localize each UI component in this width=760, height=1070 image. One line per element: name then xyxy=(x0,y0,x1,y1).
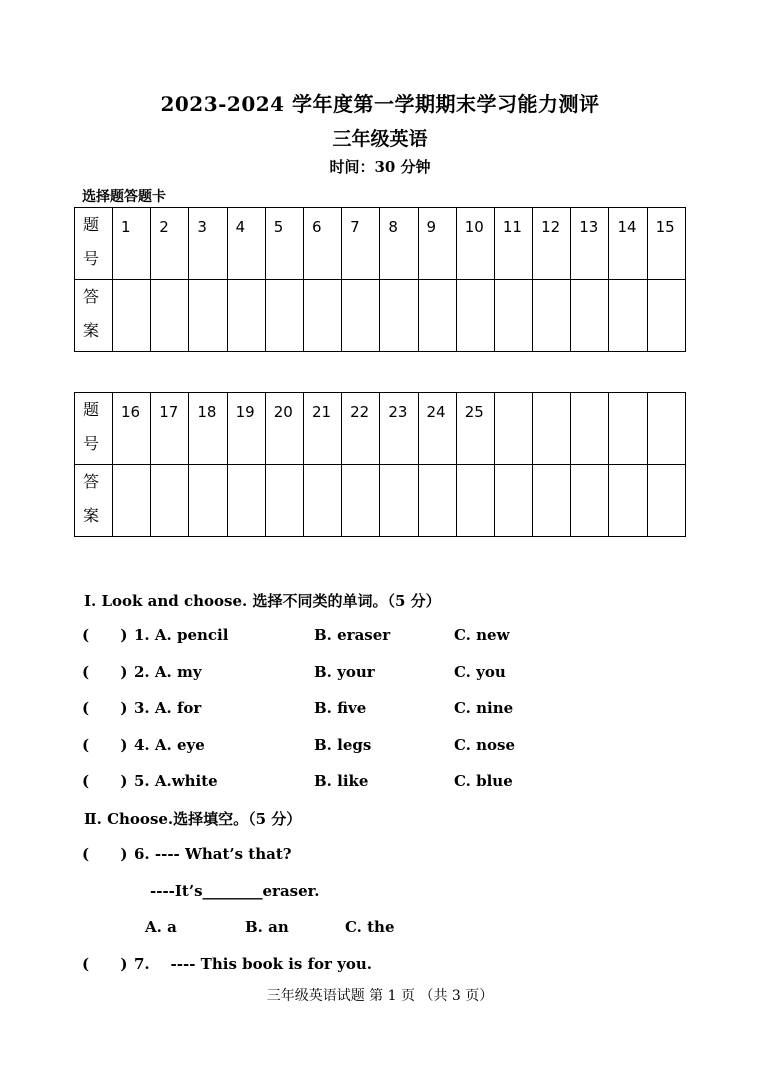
q4-option-c: C. nose xyxy=(454,735,516,754)
question-number-cell: 23 xyxy=(380,393,418,465)
answer-cell[interactable] xyxy=(265,465,303,537)
answer-cell[interactable] xyxy=(380,280,418,352)
question-number-cell: 12 xyxy=(533,208,571,280)
answer-cell[interactable] xyxy=(533,465,571,537)
q6-blank-sentence: ----It’s________eraser. xyxy=(150,882,320,900)
answer-cell[interactable] xyxy=(342,280,380,352)
answer-row xyxy=(75,280,686,352)
q4-option-b: B. legs xyxy=(314,735,372,754)
question-number-cell: 3 xyxy=(189,208,227,280)
q4-answer-bracket[interactable]: ( ) xyxy=(82,735,128,754)
answer-cell[interactable] xyxy=(303,280,341,352)
q5-option-c: C. blue xyxy=(454,772,513,790)
section-2-heading: Ⅱ. Choose.选择填空。（5 分） xyxy=(84,810,302,828)
answer-cell[interactable] xyxy=(380,465,418,537)
question-number-cell: 25 xyxy=(456,393,494,465)
q7-question: 7. ---- This book is for you. xyxy=(134,955,373,973)
q5-answer-bracket[interactable]: ( ) xyxy=(82,772,128,790)
question-number-cell: 5 xyxy=(265,208,303,280)
answer-cell[interactable] xyxy=(113,280,151,352)
question-number-cell xyxy=(533,393,571,465)
q6-option-b: B. an xyxy=(245,918,289,936)
q5-option-b: B. like xyxy=(314,772,369,790)
answer-cell[interactable] xyxy=(456,465,494,537)
question-number-cell: 21 xyxy=(303,393,341,465)
answer-cell[interactable] xyxy=(342,465,380,537)
question-number-cell xyxy=(609,393,647,465)
question-number-cell: 24 xyxy=(418,393,456,465)
answer-cell[interactable] xyxy=(571,465,609,537)
question-number-cell: 18 xyxy=(189,393,227,465)
answer-row xyxy=(75,465,686,537)
q7-bracket[interactable]: ( ) xyxy=(82,955,128,973)
q4-option-a: 4. A. eye xyxy=(134,735,205,754)
answer-cell[interactable] xyxy=(609,465,647,537)
q1-option-b: B. eraser xyxy=(314,626,391,644)
page-subtitle: 三年级英语 xyxy=(332,128,428,150)
answer-cell[interactable] xyxy=(303,465,341,537)
answer-cell[interactable] xyxy=(151,465,189,537)
question-number-cell: 8 xyxy=(380,208,418,280)
answer-cell[interactable] xyxy=(227,280,265,352)
answer-card-table-2 xyxy=(74,392,686,537)
question-number-cell: 17 xyxy=(151,393,189,465)
question-number-cell xyxy=(571,393,609,465)
answer-cell[interactable] xyxy=(533,280,571,352)
row-label-answer: 答案 xyxy=(75,465,113,537)
q3-answer-bracket[interactable]: ( ) xyxy=(82,699,128,717)
question-number-cell xyxy=(647,393,685,465)
answer-cell[interactable] xyxy=(494,280,532,352)
question-number-cell: 1 xyxy=(113,208,151,280)
q3-option-b: B. five xyxy=(314,699,367,717)
answer-cell[interactable] xyxy=(265,280,303,352)
q1-answer-bracket[interactable]: ( ) xyxy=(82,626,128,644)
exam-time: 时间：30 分钟 xyxy=(329,158,431,176)
question-number-cell: 10 xyxy=(456,208,494,280)
question-number-cell: 11 xyxy=(494,208,532,280)
question-number-cell: 15 xyxy=(647,208,685,280)
q6-question: 6. ---- What’s that? xyxy=(134,845,292,863)
question-number-cell: 9 xyxy=(418,208,456,280)
answer-cell[interactable] xyxy=(418,280,456,352)
question-number-cell: 19 xyxy=(227,393,265,465)
q2-option-c: C. you xyxy=(454,662,506,681)
answer-card-table-1 xyxy=(74,207,686,352)
answer-cell[interactable] xyxy=(609,280,647,352)
question-number-cell: 4 xyxy=(227,208,265,280)
question-number-cell: 16 xyxy=(113,393,151,465)
answer-cell[interactable] xyxy=(647,280,685,352)
question-number-row xyxy=(75,393,686,465)
question-number-cell: 7 xyxy=(342,208,380,280)
row-label-number: 题号 xyxy=(75,208,113,280)
question-number-cell: 6 xyxy=(303,208,341,280)
row-label-answer: 答案 xyxy=(75,280,113,352)
q6-bracket[interactable]: ( ) xyxy=(82,845,128,863)
answer-cell[interactable] xyxy=(189,465,227,537)
page-footer: 三年级英语试题 第 1 页 （共 3 页） xyxy=(266,988,494,1004)
section-1-heading: Ⅰ. Look and choose. 选择不同类的单词。（5 分） xyxy=(84,592,441,610)
answer-cell[interactable] xyxy=(647,465,685,537)
question-number-row xyxy=(75,208,686,280)
q2-answer-bracket[interactable]: ( ) xyxy=(82,662,128,681)
page-title: 2023-2024 学年度第一学期期末学习能力测评 xyxy=(160,92,600,116)
row-label-number: 题号 xyxy=(75,393,113,465)
q3-option-a: 3. A. for xyxy=(134,699,202,717)
answer-cell[interactable] xyxy=(189,280,227,352)
q6-option-a: A. a xyxy=(145,918,177,936)
answer-cell[interactable] xyxy=(456,280,494,352)
question-number-cell: 22 xyxy=(342,393,380,465)
answer-cell[interactable] xyxy=(418,465,456,537)
answer-cell[interactable] xyxy=(151,280,189,352)
question-number-cell xyxy=(494,393,532,465)
q1-option-c: C. new xyxy=(454,626,510,644)
question-number-cell: 2 xyxy=(151,208,189,280)
q5-option-a: 5. A.white xyxy=(134,772,218,790)
question-number-cell: 14 xyxy=(609,208,647,280)
answer-cell[interactable] xyxy=(571,280,609,352)
q2-option-b: B. your xyxy=(314,662,375,681)
q3-option-c: C. nine xyxy=(454,699,514,717)
question-number-cell: 13 xyxy=(571,208,609,280)
q6-option-c: C. the xyxy=(345,918,395,936)
question-number-cell: 20 xyxy=(265,393,303,465)
q1-option-a: 1. A. pencil xyxy=(134,626,229,644)
answer-cell[interactable] xyxy=(494,465,532,537)
answer-cell[interactable] xyxy=(113,465,151,537)
answer-cell[interactable] xyxy=(227,465,265,537)
answer-card-label: 选择题答题卡 xyxy=(82,189,166,205)
q2-option-a: 2. A. my xyxy=(134,662,202,681)
